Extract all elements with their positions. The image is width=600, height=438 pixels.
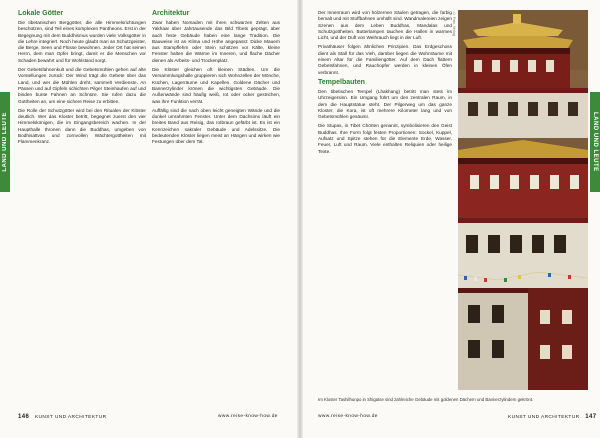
heading-lokale-goetter: Lokale Götter	[18, 10, 64, 17]
photo-credit: © Foto: Verlag	[452, 12, 456, 36]
paragraph: Zwar haben Nomaden mit ihren schwarzen Zelten aus Yakhaar über Jahrtausende das Bild Tibets geprägt, aber auch feste Gebäude haben eine lange Tradition. Die Bauweise ist an Klima und Höhe angepasst: Dicke Mauern aus Stampflehm oder Stein schützen vor Kälte, kleine Fenster halten die Wärme im Inneren, und flache Dächer dienen als Arbeits- und Trockenplatz.	[152, 20, 280, 63]
heading-tempelbauten: Tempelbauten	[318, 78, 365, 86]
page-number-left: 146	[18, 414, 30, 420]
footer-left	[18, 414, 106, 420]
section-tab-right-label: LAND UND LEUTE	[592, 112, 598, 172]
page-gutter	[297, 0, 303, 438]
page-number-right: 147	[585, 414, 597, 420]
footer-section-right: KUNST UND ARCHITEKTUR	[508, 415, 580, 420]
footer-url-left[interactable]: www.reise-know-how.de	[218, 414, 278, 419]
section-tab-left-label: LAND UND LEUTE	[2, 112, 8, 172]
section-tab-left	[0, 92, 10, 192]
paragraph: Die Stupas, in Tibet Chörten genannt, symbolisieren den Geist Buddhas. Ihre Form folgt festen Proportionen: Sockel, Kuppel, Aufsatz und Spitze stehen für die Elemente Erde, Wasser, Feuer, Luft und Raum. Viele enthalten Reliquien oder heilige Texte.	[318, 123, 452, 154]
paragraph: Die Klöster gleichen oft kleinen Städten. Um die Versammlungshalle gruppieren sich Wohnzellen der Mönche, Küchen, Lagerräume und Kapellen. Goldene Dächer und Bannerzylinder krönen die wichtigsten Gebäude. Die Außenwände sind häufig weiß, rot oder ocker gestrichen, was ihre Funktion verrät.	[152, 67, 280, 104]
footer-url-right[interactable]: www.reise-know-how.de	[318, 414, 378, 419]
monastery-photo	[458, 10, 588, 390]
paragraph: Der Innenraum wird von hölzernen Säulen getragen, die farbig bemalt und mit Stoffbahnen umhüllt sind. Wandmalereien zeigen Szenen aus dem Leben Buddhas, Mandalas und Schutzgottheiten. Butterlampen tauchen die Hallen in warmes Licht, und der Duft von Weihrauch liegt in der Luft.	[318, 10, 452, 41]
paragraph: Die Rolle der Schutzgötter wird bei den Ritualen der Klöster deutlich. Wer das Kloster betritt, begegnet zuerst den vier Himmelskönigen, die im Eingangsbereich wachen. In der Haupthalle thronen dann die Buddhas, umgeben von Bodhisattvas und zornvollen Wächtergottheiten mit Flammenkranz.	[18, 107, 146, 145]
footer-section-left: KUNST UND ARCHITEKTUR	[34, 415, 107, 420]
paragraph: Der Gebetsfahnenkult und die Gebetsmühlen gehen auf alte Vorstellungen zurück: Der Wind trägt die Gebete über das Land, und wer die Mühlen dreht, sammelt Verdienste. An Pässen und auf Gipfeln schichten Pilger Steinhaufen auf und binden bunte Fahnen an Schnüre. Sie rufen dazu die Gottheiten an, um eine sichere Reise zu erbitten.	[18, 67, 146, 104]
monastery-illustration	[458, 10, 588, 390]
heading-architektur: Architektur	[152, 10, 190, 17]
right-column-1	[318, 10, 452, 158]
photo-caption: Im Kloster Tashilhunpo in Shigatse sind zahlreiche Gebäude mit goldenen Dächern und Bannerzylindern gekrönt.	[318, 397, 534, 402]
left-column-2	[152, 10, 280, 149]
left-column-1	[18, 10, 146, 149]
section-tab-right	[590, 92, 600, 192]
paragraph: Die tibetanischen Berggötter, die alle Himmelsrichtungen beschützen, sind Teil eines komplexen Pantheons. Erst in der Begegnung mit dem Buddhismus wurden viele Volksgötter in die Lehre integriert. Noch heute glaubt man an Schutzgeister, die Berge, Seen und Flüsse bewohnen. Jeder Ort hat seinen Herrn, dem man Opfer bringt, damit er die Menschen vor Schaden bewahrt und für Wohlstand sorgt.	[18, 20, 146, 63]
paragraph: Privathäuser folgen ähnlichen Prinzipien. Das Erdgeschoss dient als Stall für das Vieh, darüber liegen die Wohnräume mit einem Altar für die Familiengötter. Auf dem Dach flattern Gebetsfahnen, und Rauchopfer werden in kleinen Öfen verbrannt.	[318, 44, 452, 75]
footer-right	[508, 414, 596, 420]
paragraph: Den tibetischen Tempel (Lhakhang) betritt man stets im Uhrzeigersinn. Ein Umgang führt um den zentralen Raum, in dem die Hauptstatue steht. Der Pilgerweg um das ganze Kloster, die Kora, ist oft mehrere Kilometer lang und von Gebetsmühlen gesäumt.	[318, 88, 452, 120]
paragraph: Auffällig sind die nach oben leicht geneigten Wände und die dunkel umrahmten Fenster. Unter dem Dachsims läuft ein breites Band aus Reisig, das rotbraun gefärbt ist. Es ist ein Kennzeichen sakraler Gebäude und Adelssitze. Die bedeutenden Klöster liegen meist an Hängen und wirken wie Festungen über dem Tal.	[152, 107, 280, 145]
